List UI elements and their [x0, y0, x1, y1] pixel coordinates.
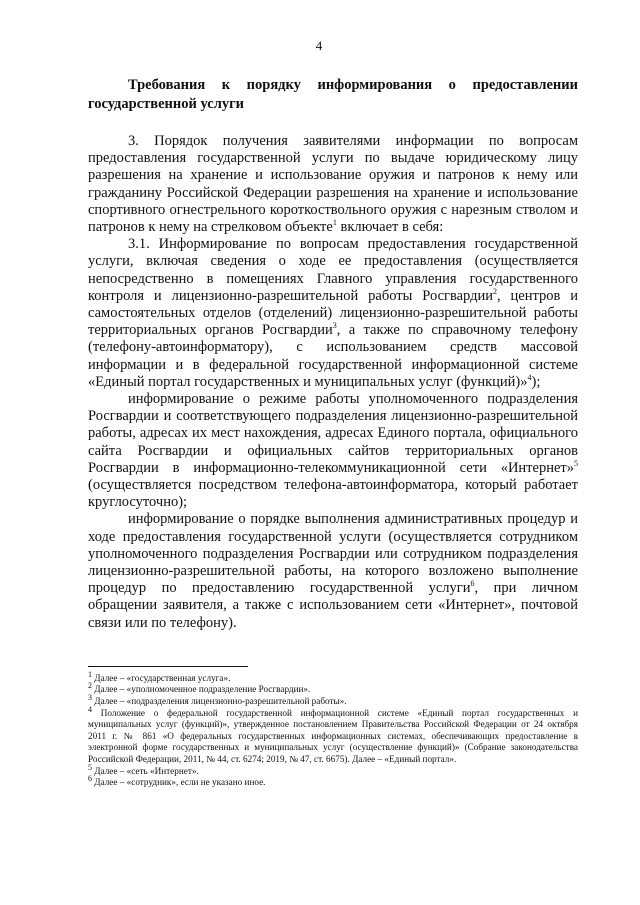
- footnote-ref-6: 6: [470, 579, 475, 589]
- paragraph-3-text-end: включает в себя:: [336, 219, 444, 236]
- footnote-number: 4: [88, 704, 92, 714]
- footnote-text: Далее – «сеть «Интернет».: [92, 765, 199, 776]
- paragraph-work-schedule-text-end: (осуществляется посредством телефона-автоинформатора, который работает круглосуточно);: [88, 477, 578, 511]
- footnote-number: 5: [88, 762, 92, 772]
- paragraph-procedures: [88, 511, 578, 631]
- footnote-3: [88, 693, 578, 708]
- paragraph-3-1-part-3: , а также по справочному телефону (телефону-автоинформатору), с использованием средств массовой информации и в федеральной государственной информационной системе «Единый портал государственных и муниципальных услуг (функций)»: [88, 322, 578, 390]
- paragraph-3-1: [88, 236, 578, 391]
- footnote-text: Положение о федеральной государственной информационной системе «Единый портал государственных и муниципальных услуг (функций)», утвержденное постановлением Правительства Российской Федерации от 24 октября 2011 г. № 861 «О федеральных государственных информационных системах, обеспечивающих предоставление в электронной форме государственных и муниципальных услуг (осуществление функций)» (Собрание законодательства Российской Федерации, 2011, № 44, ст. 6274; 2019, № 47, ст. 6675). Далее – «Единый портал».: [88, 707, 578, 765]
- footnotes: [88, 669, 578, 789]
- page-number: 4: [315, 38, 323, 53]
- paragraph-3: [88, 133, 578, 236]
- paragraph-work-schedule: [88, 391, 578, 511]
- footnote-text: Далее – «сотрудник», если не указано иное.: [92, 777, 266, 788]
- paragraph-3-1-part-4: );: [531, 373, 541, 390]
- paragraph-3-1-part-2: , центров и самостоятельных отделов (отделений) лицензионно-разрешительной работы территориальных органов Росгвардии: [88, 287, 578, 339]
- footnote-number: 2: [88, 681, 92, 691]
- section-heading: Требования к порядку информирования о предоставлении государственной услуги: [88, 77, 578, 112]
- footnote-number: 1: [88, 669, 92, 679]
- paragraph-procedures-text-end: , при личном обращении заявителя, а также с использованием сети «Интернет», почтовой связи или по телефону).: [88, 580, 578, 631]
- footnote-ref-5: 5: [574, 459, 578, 469]
- footnote-text: Далее – «подразделения лицензионно-разрешительной работы».: [92, 696, 347, 707]
- body-text: [88, 133, 578, 632]
- paragraph-3-text: 3. Порядок получения заявителями информации по вопросам предоставления государственной услуги по выдаче юридическому лицу разрешения на хранение и использование оружия и патронов к нему или гражданину Российской Федерации разрешения на хранение и использование спортивного огнестрельного короткоствольного оружия с нарезным стволом и патронов к нему на стрелковом объекте: [88, 133, 578, 236]
- footnote-number: 3: [88, 693, 92, 703]
- paragraph-procedures-text: информирование о порядке выполнения административных процедур и ходе предоставления государственной услуги (осуществляется сотрудником уполномоченного подразделения Росгвардии или сотрудником подразделения лицензионно-разрешительной работы, на которого возложено выполнение процедур по предоставлению государственной услуги: [88, 511, 578, 597]
- footnote-divider: [88, 666, 248, 667]
- footnote-2: [88, 681, 578, 696]
- footnote-number: 6: [88, 774, 92, 784]
- paragraph-work-schedule-text: информирование о режиме работы уполномоченного подразделения Росгвардии и соответствующего подразделения лицензионно-разрешительной работы, адресах их мест нахождения, адресах Единого портала, официального сайта Росгвардии и официальных сайтов территориальных органов Росгвардии в информационно-телекоммуникационной сети «Интернет»: [88, 391, 578, 476]
- footnote-text: Далее – «государственная услуга».: [92, 672, 231, 683]
- footnote-1: [88, 669, 578, 685]
- footnote-ref-1: 1: [332, 218, 337, 228]
- footnote-ref-3: 3: [332, 321, 337, 331]
- footnote-4: [88, 704, 578, 766]
- footnote-ref-2: 2: [493, 287, 498, 296]
- paragraph-3-1-part-1: 3.1. Информирование по вопросам предоставления государственной услуги, включая сведения о ходе ее предоставления (осуществляется непосредственно в помещениях Главного управления государственного контроля и лицензионно-разрешительной работы Росгвардии: [88, 236, 578, 304]
- footnote-ref-4: 4: [527, 373, 532, 383]
- footnote-5: [88, 762, 578, 778]
- footnote-text: Далее – «уполномоченное подразделение Росгвардии».: [92, 684, 311, 695]
- footnote-6: [88, 774, 578, 789]
